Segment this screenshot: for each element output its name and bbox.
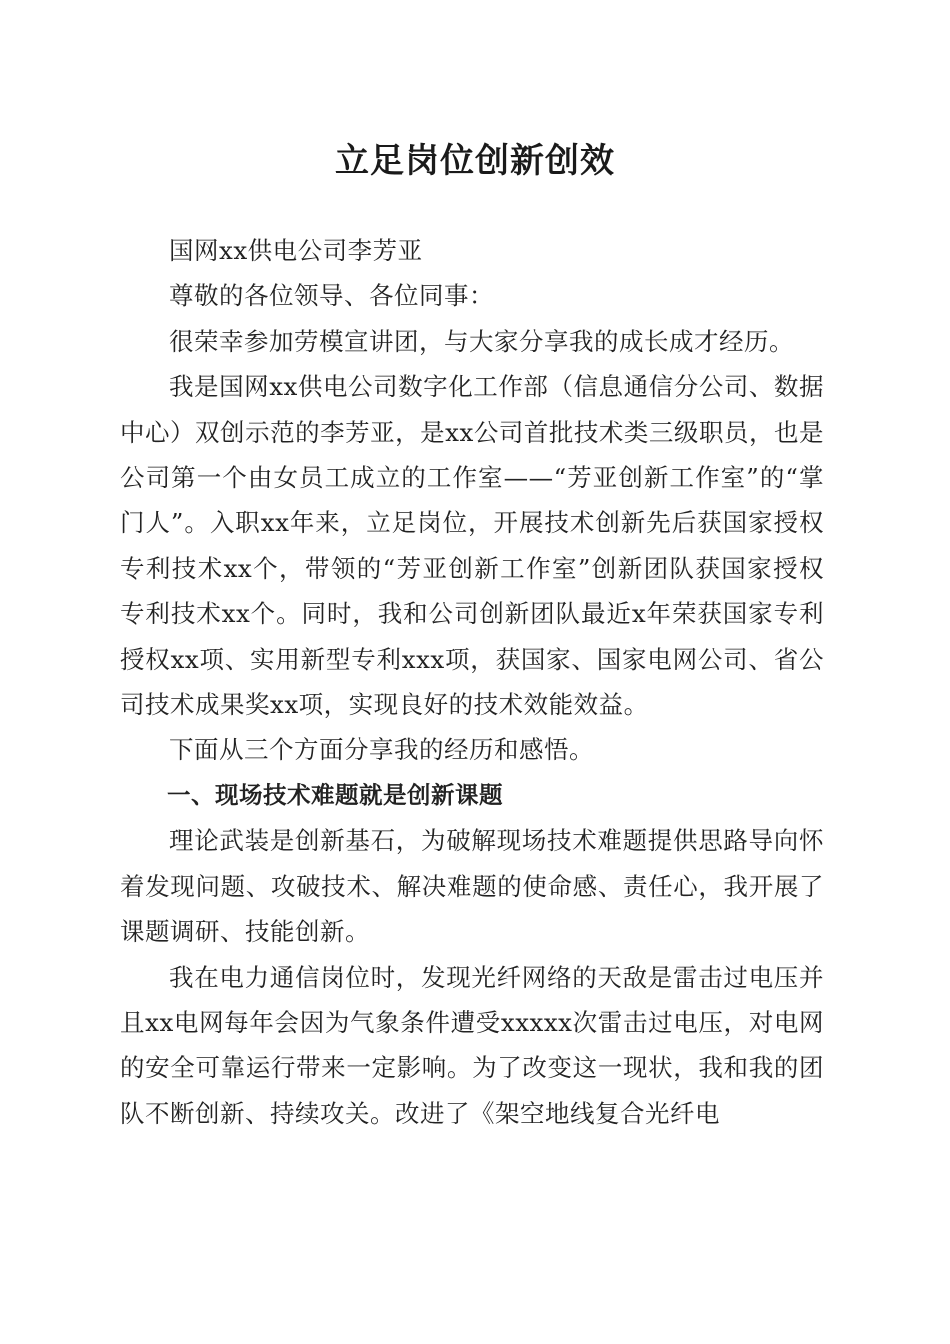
salutation: 尊敬的各位领导、各位同事： — [169, 281, 494, 311]
paragraph: 我在电力通信岗位时，发现光纤网络的天敌是雷击过电压并且xx电网每年会因为气象条件遭受xxxxx次雷击过电压，对电网的安全可靠运行带来一定影响。为了改变这一现状，我和我的团队不断创新、持续攻关。改进了《架空地线复合光纤电 — [120, 962, 824, 1128]
author-line: 国网xx供电公司李芳亚 — [169, 236, 423, 265]
paragraph: 理论武装是创新基石，为破解现场技术难题提供思路导向怀着发现问题、攻破技术、解决难题的使命感、责任心，我开展了课题调研、技能创新。 — [120, 826, 824, 947]
paragraph: 我是国网xx供电公司数字化工作部（信息通信分公司、数据中心）双创示范的李芳亚，是xx公司首批技术类三级职员，也是公司第一个由女员工成立的工作室——“芳亚创新工作室”的“掌门人”。入职xx年来，立足岗位，开展技术创新先后获国家授权专利技术xx个，带领的“芳亚创新工作室”创新团队获国家授权专利技术xx个。同时，我和公司创新团队最近x年荣获国家专利授权xx项、实用新型专利xxx项，获国家、国家电网公司、省公司技术成果奖xx项，实现良好的技术效能效益。 — [120, 372, 824, 720]
section-heading: 一、现场技术难题就是创新课题 — [167, 780, 503, 809]
document-title: 立足岗位创新创效 — [335, 141, 615, 181]
paragraph: 下面从三个方面分享我的经历和感悟。 — [169, 735, 594, 765]
document-body — [120, 228, 824, 1136]
paragraph: 很荣幸参加劳模宣讲团，与大家分享我的成长成才经历。 — [169, 326, 794, 356]
